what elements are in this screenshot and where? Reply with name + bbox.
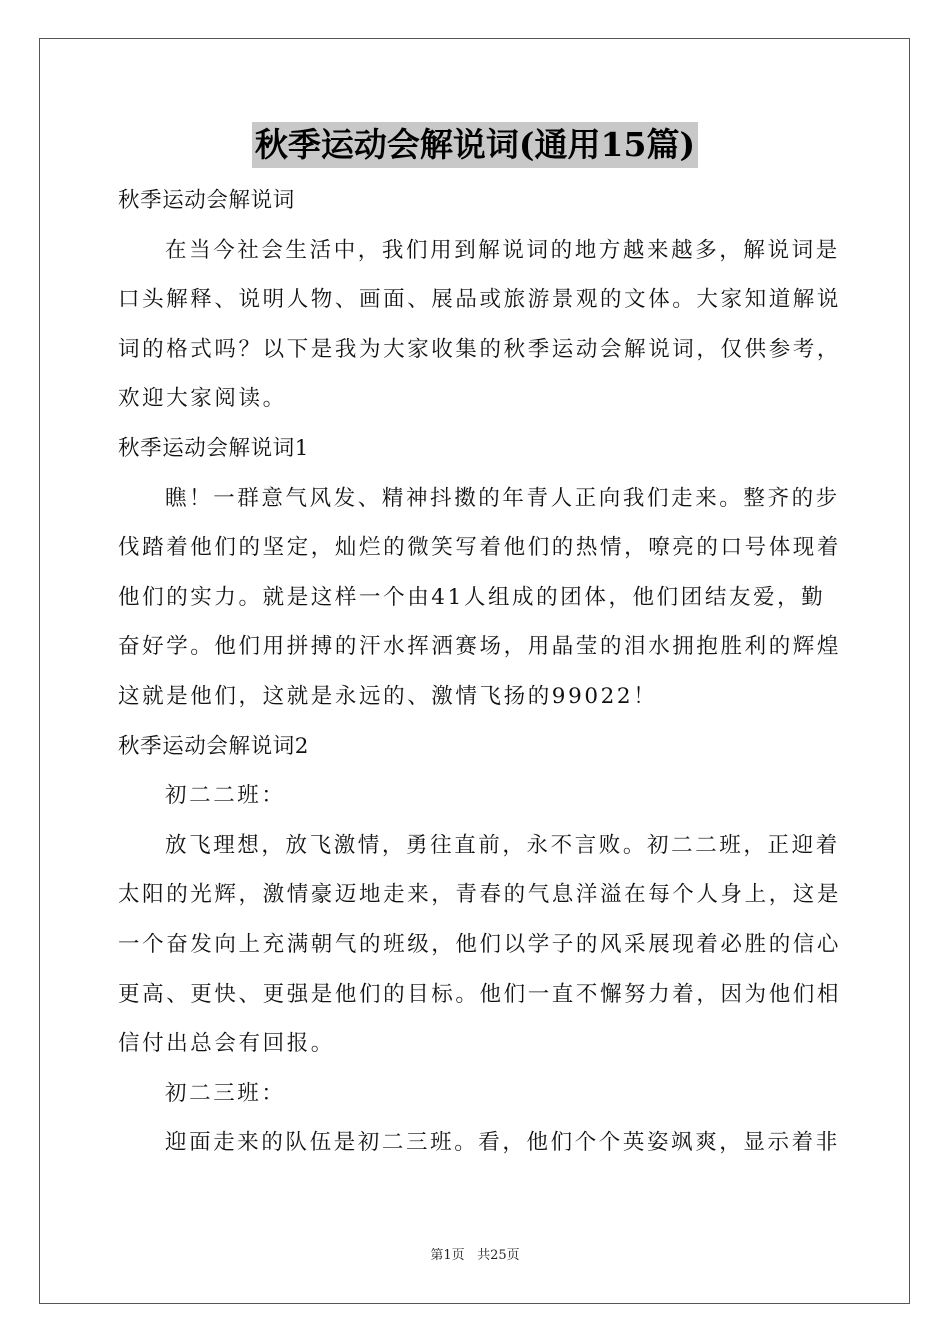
paragraph-line: 这就是他们，这就是永远的、激情飞扬的99022！ (118, 683, 658, 709)
section-heading: 秋季运动会解说词 (118, 188, 295, 213)
document-body (118, 176, 842, 1168)
section-heading: 秋季运动会解说词2 (118, 733, 310, 759)
page-total: 共25页 (477, 1248, 520, 1263)
paragraph-line: 词的格式吗？以下是我为大家收集的秋季运动会解说词，仅供参考， (118, 336, 842, 362)
page-footer (0, 1247, 950, 1265)
page-number: 第1页 (430, 1248, 465, 1263)
paragraph-line: 更高、更快、更强是他们的目标。他们一直不懈努力着，因为他们相 (118, 981, 842, 1007)
paragraph-line: 太阳的光辉，激情豪迈地走来，青春的气息洋溢在每个人身上，这是 (118, 882, 842, 908)
paragraph-line: 他们的实力。就是这样一个由41人组成的团体，他们团结友爱，勤 (118, 584, 826, 610)
section-heading: 秋季运动会解说词1 (118, 435, 310, 461)
document-title: 秋季运动会解说词(通用15篇) (252, 122, 698, 168)
title-container (0, 122, 950, 168)
paragraph-line: 伐踏着他们的坚定，灿烂的微笑写着他们的热情，嘹亮的口号体现着 (118, 535, 842, 561)
paragraph-line: 放飞理想，放飞激情，勇往直前，永不言败。初二二班，正迎着 (165, 832, 840, 858)
paragraph-line: 在当今社会生活中，我们用到解说词的地方越来越多，解说词是 (165, 237, 840, 263)
paragraph-line: 口头解释、说明人物、画面、展品或旅游景观的文体。大家知道解说 (118, 287, 842, 313)
paragraph-line: 欢迎大家阅读。 (118, 386, 287, 412)
paragraph-line: 奋好学。他们用拼搏的汗水挥洒赛场，用晶莹的泪水拥抱胜利的辉煌 (118, 634, 842, 660)
paragraph-line: 瞧！一群意气风发、精神抖擞的年青人正向我们走来。整齐的步 (165, 485, 840, 511)
paragraph-line: 信付出总会有回报。 (118, 1031, 335, 1057)
class-label: 初二三班： (165, 1080, 286, 1106)
class-label: 初二二班： (165, 783, 286, 809)
paragraph-line: 一个奋发向上充满朝气的班级，他们以学子的风采展现着必胜的信心 (118, 931, 842, 957)
paragraph-line: 迎面走来的队伍是初二三班。看，他们个个英姿飒爽，显示着非 (165, 1130, 840, 1156)
